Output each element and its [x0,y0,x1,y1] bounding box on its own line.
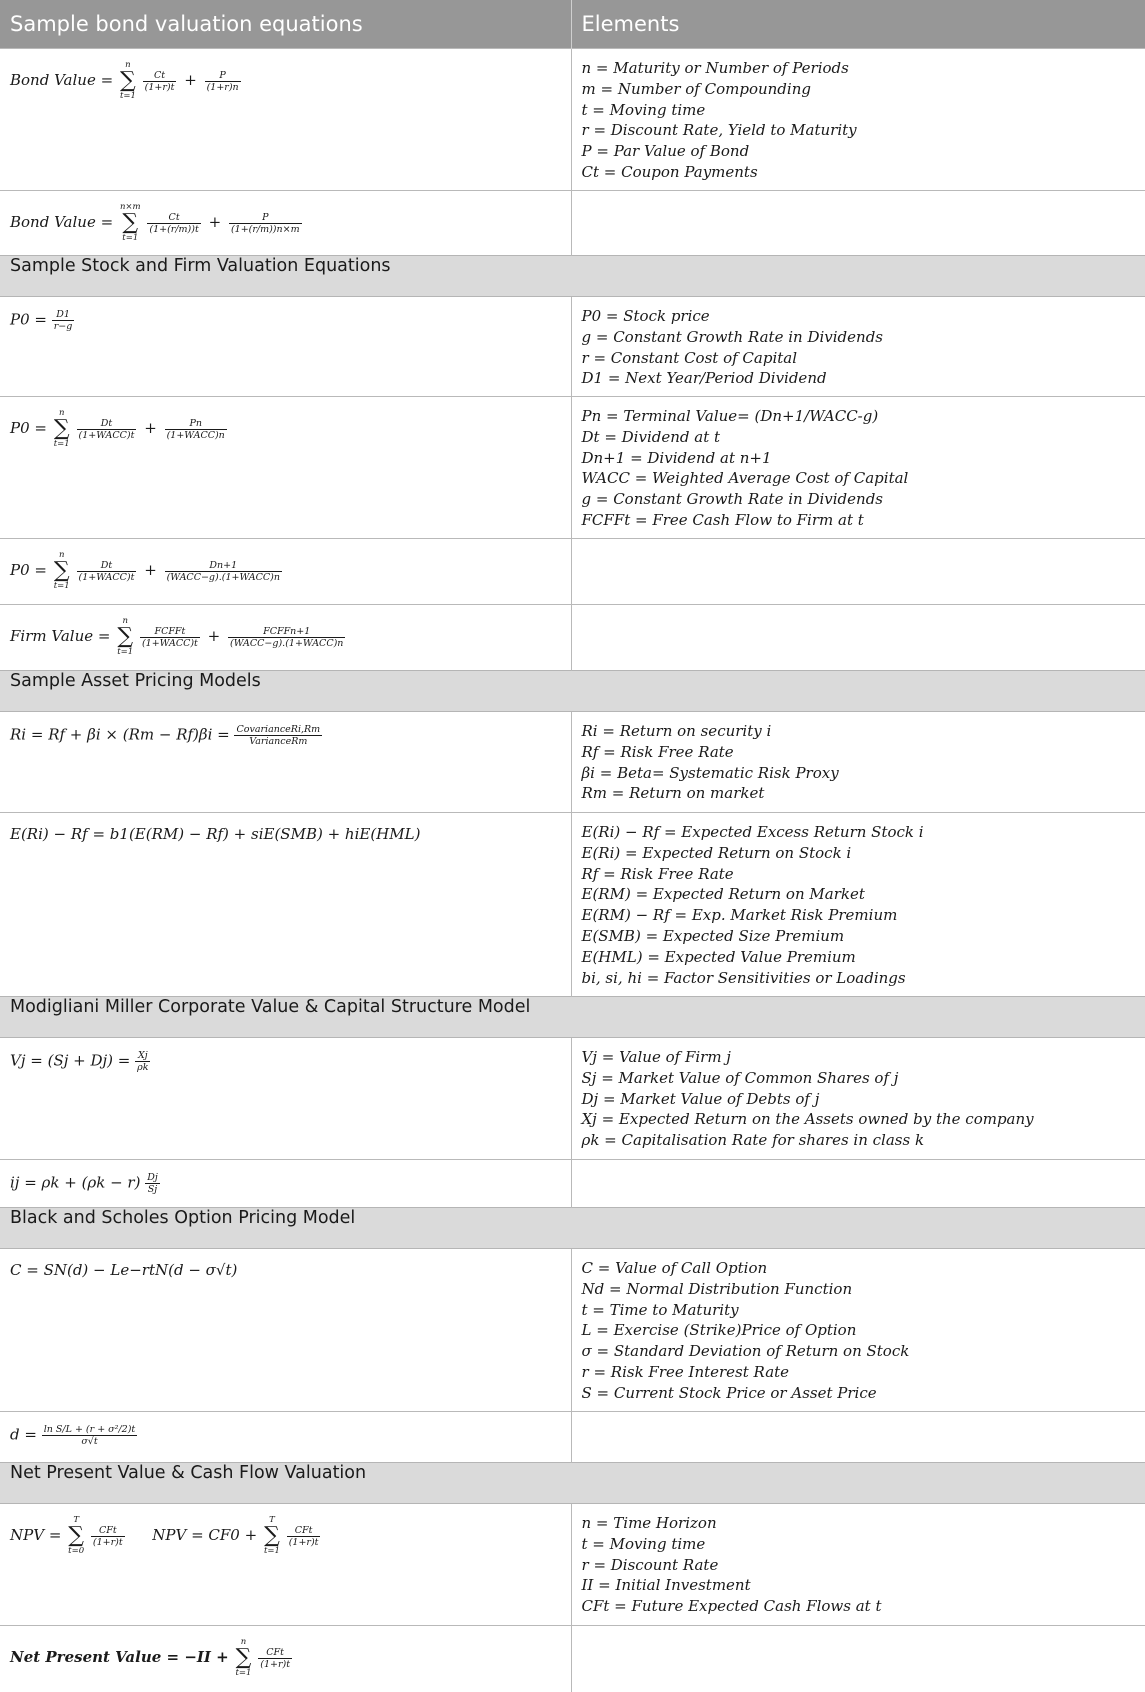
elements-cell [571,712,1145,813]
equation-cell: Bond Value = n ∑ t=1 $\frac{Ct}{(1+r)t}$ + $\frac{P}{(1+r)n}$ [0,49,571,191]
equation-cell [0,1038,571,1160]
equation-text: ij = ρk + (ρk − r) [10,1173,141,1192]
element-definition: bi, si, hi = Factor Sensitivities or Loadings [581,968,906,987]
fraction: $\frac{P}{(1+r)n}$ [206,69,239,93]
equation-cell [0,1504,571,1626]
section-row [0,1208,1145,1249]
element-definition: n = Time Horizon [581,1514,717,1532]
element-definition: r = Discount Rate [581,1555,719,1574]
table-row [0,1249,1145,1412]
element-definition: g = Constant Growth Rate in Dividends [581,327,883,346]
summation: T ∑ t=0 [68,1515,85,1556]
equation-cell [0,1412,571,1463]
elements-cell [571,297,1145,397]
summation: T ∑ t=1 [263,1515,280,1556]
element-definition: Rf = Risk Free Rate [581,742,734,761]
element-definition: L = Exercise (Strike)Price of Option [581,1321,857,1340]
element-definition: σ = Standard Deviation of Return on Stock [581,1342,910,1361]
fraction: $\frac{Ct}{(1+r)t}$ [144,69,175,93]
equation-lhs: Bond Value = [10,213,114,231]
elements-cell [571,539,1145,605]
equation-cell: P0 = n ∑ t=1 $\frac{Dt}{\text{(1+WACC)t}}$ + $\frac{Pn}{\text{(1+WACC)n}}$ [0,397,571,539]
equation-cell: P0 = n ∑ t=1 $\frac{Dt}{\text{(1+WACC)t}}$ + $\frac{Dn+1}{\text{(WACC−g).(1+WACC)n}}$ [0,539,571,605]
table-row [0,1412,1145,1463]
fraction: $\frac{\text{CFt}}{(1+r)t}$ [260,1646,291,1670]
element-definition: r = Discount Rate, Yield to Maturity [581,121,857,140]
element-definition: E(SMB) = Expected Size Premium [581,926,845,945]
element-definition: S = Current Stock Price or Asset Price [581,1383,877,1402]
element-definition: Pn = Terminal Value= (Dn+1/WACC-g) [581,407,879,425]
element-definition: FCFFt = Free Cash Flow to Firm at t [581,510,864,529]
fraction: $\frac{P}{(1+(r/m))n\times m}$ [230,211,300,235]
elements-cell [571,1249,1145,1412]
table-row [0,813,1145,997]
fraction: $\frac{Xj}{\rho k}$ [137,1050,149,1073]
equation-lhs: NPV = [10,1526,62,1544]
element-definition: E(RM) = Expected Return on Market [581,885,865,904]
fraction: $\frac{\text{FCFFn+1}}{\text{(WACC−g).(1+WACC)n}}$ [230,625,344,649]
section-title: Sample Stock and Firm Valuation Equations [0,256,1145,297]
fraction: $\frac{\text{ln S/L + (r + σ²/2)t}}{\sigma√t}$ [43,1424,136,1447]
fraction: $\frac{D1}{r-g}$ [53,309,73,332]
elements-cell [571,605,1145,671]
element-definition: Rf = Risk Free Rate [581,864,734,883]
summation: n ∑ t=1 [53,550,70,591]
elements-cell [571,191,1145,256]
summation: n×m ∑ t=1 [119,202,141,243]
equation-cell [0,1626,571,1692]
element-definition: II = Initial Investment [581,1576,751,1595]
element-definition: g = Constant Growth Rate in Dividends [581,490,883,509]
element-definition: Nd = Normal Distribution Function [581,1279,853,1298]
elements-cell [571,397,1145,539]
elements-cell [571,813,1145,997]
elements-cell [571,1160,1145,1208]
element-definition: βi = Beta= Systematic Risk Proxy [581,763,839,782]
table-row [0,191,1145,256]
summation: n ∑ t=1 [53,408,70,449]
element-definition: Rm = Return on market [581,784,765,803]
section-title: Sample Asset Pricing Models [0,671,1145,712]
element-definition: Xj = Expected Return on the Assets owned by the company [581,1110,1034,1129]
element-definition: n = Maturity or Number of Periods [581,59,849,77]
element-definition: Vj = Value of Firm j [581,1048,731,1066]
equation-lhs: Bond Value = [10,71,114,89]
element-definition: Sj = Market Value of Common Shares of j [581,1068,899,1087]
section-row [0,671,1145,712]
equation-cell [0,712,571,813]
summation: n ∑ t=1 [235,1637,252,1678]
fraction: $\frac{\text{CovarianceRi,Rm}}{\text{VarianceRm}}$ [236,724,321,747]
section-title: Black and Scholes Option Pricing Model [0,1208,1145,1249]
element-definition: D1 = Next Year/Period Dividend [581,369,827,388]
table-row [0,1160,1145,1208]
fraction: $\frac{Dj}{Sj}$ [147,1172,158,1195]
equation-cell [0,813,571,997]
equation-cell [0,1160,571,1208]
summation: n ∑ t=1 [117,616,134,657]
section-title: Net Present Value & Cash Flow Valuation [0,1463,1145,1504]
equation-lhs: P0 = [10,561,47,579]
equation-cell: Firm Value = n ∑ t=1 $\frac{\text{FCFFt}}{\text{(1+WACC)t}}$ + $\frac{\text{FCFFn+1}}{\text{(WACC−g).(1+WACC)n}}$ [0,605,571,671]
element-definition: Dt = Dividend at t [581,427,721,446]
elements-cell [571,1412,1145,1463]
table-row [0,1504,1145,1626]
element-definition: CFt = Future Expected Cash Flows at t [581,1597,882,1616]
fraction: $\frac{Dt}{\text{(1+WACC)t}}$ [78,417,135,441]
element-definition: t = Moving time [581,1534,706,1553]
element-definition: E(Ri) − Rf = Expected Excess Return Stock i [581,823,924,841]
table-row [0,605,1145,671]
fraction: $\frac{\text{FCFFt}}{\text{(1+WACC)t}}$ [141,625,198,649]
section-row [0,256,1145,297]
equation-lhs: P0 = [10,419,47,437]
element-definition: m = Number of Compounding [581,79,811,98]
equation-text: E(Ri) − Rf = b1(E(RM) − Rf) + siE(SMB) + hiE(HML) [10,825,421,843]
elements-cell [571,1038,1145,1160]
element-definition: t = Time to Maturity [581,1300,739,1319]
element-definition: Dj = Market Value of Debts of j [581,1089,820,1108]
element-definition: P = Par Value of Bond [581,142,750,161]
table-row [0,297,1145,397]
elements-cell [571,49,1145,191]
table-row [0,539,1145,605]
fraction: $\frac{Dn+1}{\text{(WACC−g).(1+WACC)n}}$ [166,559,280,583]
equation-cell: Bond Value = n×m ∑ t=1 $\frac{Ct}{(1+(r/m))t}$ + $\frac{P}{(1+(r/m))n\times m}$ [0,191,571,256]
header-equations: Sample bond valuation equations [0,0,571,49]
fraction: $\frac{\text{CFt}}{(1+r)t}$ [288,1524,319,1548]
element-definition: r = Risk Free Interest Rate [581,1362,790,1381]
table-row [0,1626,1145,1692]
fraction: $\frac{Dt}{\text{(1+WACC)t}}$ [78,559,135,583]
equation-text: Vj = (Sj + Dj) = [10,1051,131,1070]
equation-lhs: d = [10,1425,37,1444]
element-definition: E(RM) − Rf = Exp. Market Risk Premium [581,906,898,925]
elements-cell [571,1504,1145,1626]
equation-lhs: P0 = [10,310,47,329]
table-row [0,397,1145,539]
equation-cell [0,1249,571,1412]
element-definition: E(Ri) = Expected Return on Stock i [581,843,852,862]
section-title: Modigliani Miller Corporate Value & Capital Structure Model [0,997,1145,1038]
equation-text: Ri = Rf + βi × (Rm − Rf)βi = [10,725,230,744]
equation-cell [0,297,571,397]
element-definition: ρk = Capitalisation Rate for shares in class k [581,1131,925,1150]
table-row [0,49,1145,191]
section-row [0,997,1145,1038]
equation-lhs: NPV = CF0 + [152,1526,258,1544]
header-elements: Elements [571,0,1145,49]
element-definition: C = Value of Call Option [581,1259,768,1277]
element-definition: Dn+1 = Dividend at n+1 [581,448,772,467]
element-definition: E(HML) = Expected Value Premium [581,947,856,966]
element-definition: P0 = Stock price [581,307,710,325]
element-definition: t = Moving time [581,100,706,119]
elements-cell [571,1626,1145,1692]
equation-lhs: Net Present Value = −II + [10,1648,229,1666]
element-definition: r = Constant Cost of Capital [581,348,798,367]
table-row [0,712,1145,813]
summation: n ∑ t=1 [119,60,136,101]
equation-text: C = SN(d) − Le−rtN(d − σ√t) [10,1261,238,1279]
table-header-row [0,0,1145,49]
element-definition: Ri = Return on security i [581,722,772,740]
section-row [0,1463,1145,1504]
equation-lhs: Firm Value = [10,627,111,645]
element-definition: Ct = Coupon Payments [581,162,758,181]
fraction: $\frac{\text{CFt}}{(1+r)t}$ [92,1524,123,1548]
fraction: $\frac{Ct}{(1+(r/m))t}$ [149,211,199,235]
fraction: $\frac{Pn}{\text{(1+WACC)n}}$ [166,417,225,441]
element-definition: WACC = Weighted Average Cost of Capital [581,469,909,488]
table-row [0,1038,1145,1160]
